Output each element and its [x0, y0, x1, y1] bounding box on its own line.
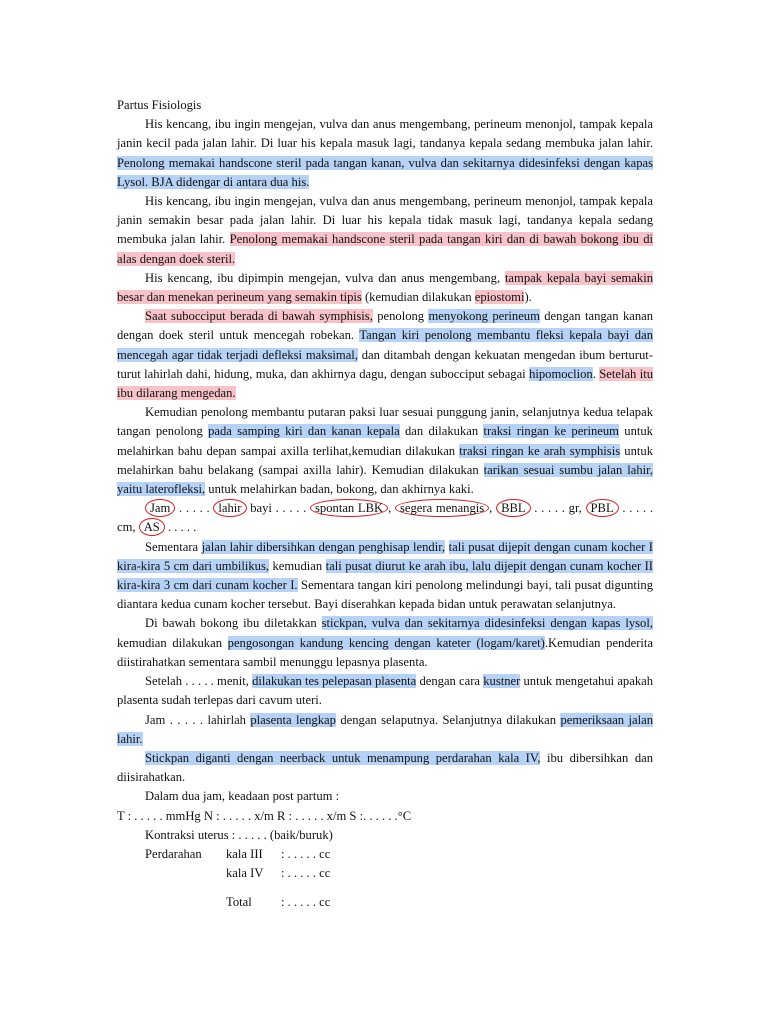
highlight-red: tampak kepala bayi semakin besar dan menekan perineum yang semakin tipis [117, 270, 653, 305]
highlight-blue: pemeriksaan jalan lahir. [117, 712, 653, 746]
paragraph-7: Sementara jalan lahir dibersihkan dengan penghisap lendir, tali pusat dijepit dengan cunam kocher I kira-kira 5 cm dari umbilikus, kemudian tali pusat diurut ke arah ibu, lalu dijepit dengan cunam kocher II kira-kira 3 cm dari cunam kocher I. Sementara tangan kiri penolong melindungi bayi, tali pusat digunting diantara kedua cunam kocher tersebut. Bayi diserahkan kepada bidan untuk perawatan selanjutnya. [117, 539, 654, 612]
perdarahan-row-total [117, 893, 653, 912]
highlight-blue: plasenta lengkap [250, 712, 336, 727]
paragraph-11: Stickpan diganti dengan neerback untuk menampung perdarahan kala IV, ibu dibersihkan dan diisirahatkan. [117, 750, 653, 785]
document-body [117, 96, 653, 913]
paragraph-10: Jam . . . . . lahirlah plasenta lengkap dengan selaputnya. Selanjutnya dilakukan pemeriksaan jalan lahir. [117, 712, 653, 746]
highlight-red: epiostomi [474, 290, 525, 305]
highlight-blue: tarikan sesuai sumbu jalan lahir, yaitu laterofleksi, [117, 462, 653, 497]
kala4-value: : . . . . . cc [281, 866, 331, 881]
paragraph-5: Kemudian penolong membantu putaran paksi luar sesuai punggung janin, selanjutnya kedua telapak tangan penolong pada samping kiri dan kanan kepala dan dilakukan traksi ringan ke perineum untuk melahirkan bahu depan sampai axilla terlihat,kemudian dilakukan traksi ringan ke arah symphisis untuk melahirkan bahu belakang (sampai axilla lahir). Kemudian dilakukan tarikan sesuai sumbu jalan lahir, yaitu laterofleksi, untuk melahirkan badan, bokong, dan akhirnya kaki. [117, 405, 653, 497]
kontraksi-line: Kontraksi uterus : . . . . . (baik/buruk) [145, 827, 333, 842]
circled-word: BBL [496, 499, 531, 517]
highlight-blue: Penolong memakai handscone steril pada tangan kanan, vulva dan sekitarnya didesinfeksi dengan kapas Lysol. BJA didengar di antara dua his. [117, 155, 653, 189]
document-title: Partus Fisiologis [117, 98, 202, 112]
circled-word: spontan LBK [310, 499, 388, 517]
circled-word: PBL [586, 499, 619, 517]
highlight-blue: pada samping kiri dan kanan kepala [208, 424, 400, 439]
vital-signs-line: T : . . . . . mmHg N : . . . . . x/m R : . . . . . x/m S :. . . . . .°C [117, 808, 412, 823]
highlight-blue: jalan lahir dibersihkan dengan penghisap lendir, [201, 539, 446, 554]
highlight-blue: menyokong perineum [428, 309, 540, 324]
paragraph-8: Di bawah bokong ibu diletakkan stickpan, vulva dan sekitarnya didesinfeksi dengan kapas lysol, kemudian dilakukan pengosongan kandung kencing dengan kateter (logam/karet).Kemudian penderita diistirahatkan sementara sambil menunggu lepasnya plasenta. [117, 616, 654, 669]
kala4-label: kala IV [226, 866, 264, 881]
circled-word: lahir [213, 499, 246, 517]
highlight-red: Penolong memakai handscone steril pada tangan kiri dan di bawah bokong ibu di alas dengan doek steril. [117, 232, 653, 266]
highlight-blue: Tangan kiri penolong membantu fleksi kepala bayi dan mencegah agar tidak terjadi defleksi maksimal, [117, 328, 653, 362]
circled-word: segera menangis [395, 499, 489, 517]
kala3-label: kala III [226, 846, 263, 861]
perdarahan-row-kala3 [117, 845, 653, 864]
paragraph-3: His kencang, ibu dipimpin mengejan, vulva dan anus mengembang, tampak kepala bayi semakin besar dan menekan perineum yang semakin tipis (kemudian dilakukan epiostomi). [117, 270, 653, 305]
perdarahan-row-kala4 [117, 864, 653, 883]
highlight-blue: dilakukan tes pelepasan plasenta [252, 674, 417, 689]
paragraph-6-birth-record: Jam . . . . . lahir bayi . . . . . spontan LBK , segera menangis , BBL . . . . . gr, PBL . . . . . cm, AS . . . . . [117, 501, 654, 535]
highlight-blue: stickpan, vulva dan sekitarnya didesinfeksi dengan kapas lysol, [321, 616, 653, 631]
highlight-blue: traksi ringan ke arah symphisis [459, 443, 621, 458]
highlight-red: Setelah itu ibu dilarang mengedan. [117, 366, 654, 401]
paragraph-4: Saat subocciput berada di bawah symphisis, penolong menyokong perineum dengan tangan kanan dengan doek steril untuk mencegah robekan. Tangan kiri penolong membantu fleksi kepala bayi dan mencegah agar tidak terjadi defleksi maksimal, dan ditambah dengan kekuatan mengedan ibum berturut-turut lahirlah dahi, hidung, muka, dan akhirnya dagu, dengan subocciput sebagai hipomoclion. Setelah itu ibu dilarang mengedan. [117, 309, 654, 401]
highlight-blue: tali pusat diurut ke arah ibu, lalu dijepit dengan cunam kocher II kira-kira 3 cm dari cunam kocher I. [117, 558, 653, 593]
total-label: Total [226, 895, 252, 910]
highlight-blue: kustner [483, 674, 521, 689]
highlight-blue: tali pusat dijepit dengan cunam kocher I kira-kira 5 cm dari umbilikus, [117, 539, 654, 573]
highlight-blue: Stickpan diganti dengan neerback untuk menampung perdarahan kala IV, [145, 750, 541, 765]
paragraph-2: His kencang, ibu ingin mengejan, vulva dan anus mengembang, perineum menonjol, tampak kepala janin semakin besar pada jalan lahir. Di luar his kepala tidak masuk lagi, tandanya kepala sedang membuka jalan lahir. Penolong memakai handscone steril pada tangan kiri dan di bawah bokong ibu di alas dengan doek steril. [117, 194, 653, 266]
paragraph-9: Setelah . . . . . menit, dilakukan tes pelepasan plasenta dengan cara kustner untuk mengetahui apakah plasenta sudah terlepas dari cavum uteri. [117, 674, 654, 708]
circled-word: Jam [145, 499, 175, 517]
perdarahan-label: Perdarahan [145, 846, 202, 861]
total-value: : . . . . . cc [281, 895, 331, 910]
paragraph-1: His kencang, ibu ingin mengejan, vulva dan anus mengembang, perineum menonjol, tampak kepala janin kecil pada jalan lahir. Di luar his kepala masuk lagi, tandanya kepala sedang membuka jalan lahir. Penolong memakai handscone steril pada tangan kanan, vulva dan sekitarnya didesinfeksi dengan kapas Lysol. BJA didengar di antara dua his. [117, 117, 653, 189]
highlight-red: Saat subocciput berada di bawah symphisis, [145, 309, 373, 324]
circled-word: AS [139, 518, 165, 536]
highlight-blue: pengosongan kandung kencing dengan kateter (logam/karet) [227, 635, 545, 650]
highlight-blue: hipomoclion [529, 366, 593, 381]
kala3-value: : . . . . . cc [281, 846, 331, 861]
paragraph-12: Dalam dua jam, keadaan post partum : [145, 789, 340, 804]
highlight-blue: traksi ringan ke perineum [483, 424, 619, 439]
